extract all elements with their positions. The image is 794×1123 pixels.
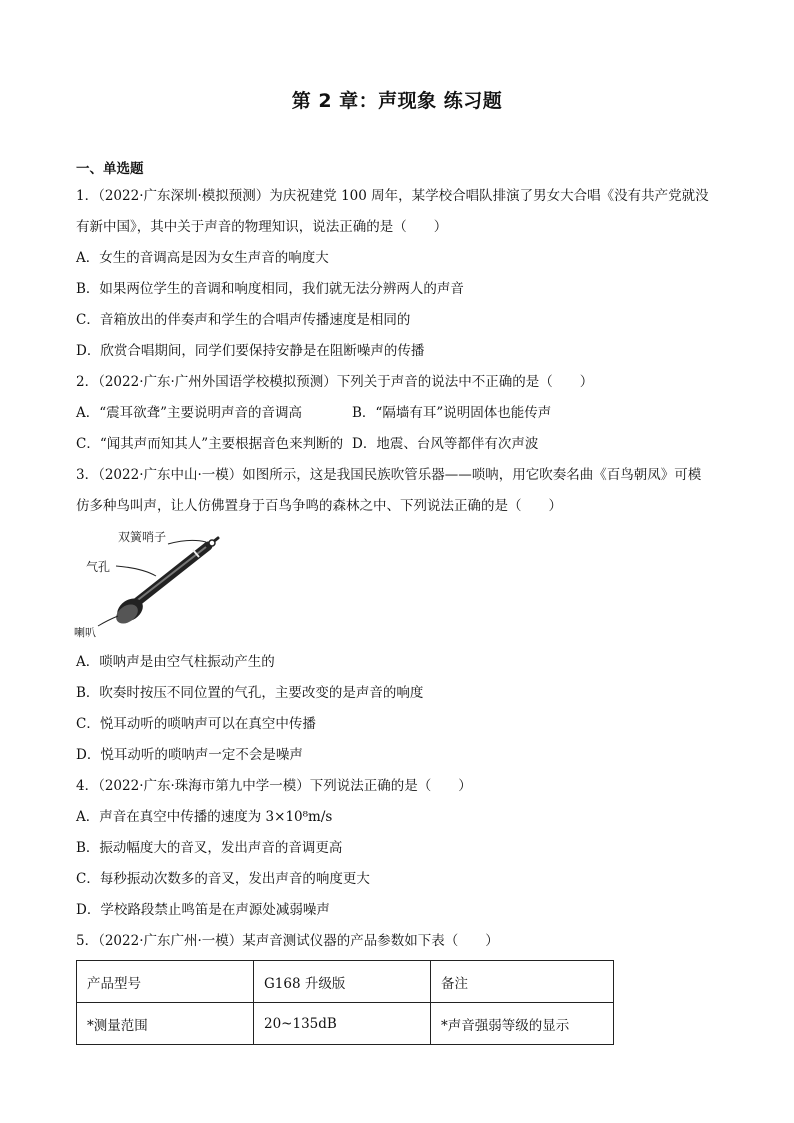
table-cell: *测量范围 <box>77 1003 254 1045</box>
table-cell: 20~135dB <box>254 1003 431 1045</box>
q1-option-c: C．音箱放出的伴奏声和学生的合唱声传播速度是相同的 <box>76 312 411 328</box>
table-cell: 备注 <box>431 961 614 1003</box>
q2-option-b: B．“隔墙有耳”说明固体也能传声 <box>352 405 552 421</box>
q4-option-d: D．学校路段禁止鸣笛是在声源处减弱噪声 <box>76 902 330 918</box>
table-cell: 产品型号 <box>77 961 254 1003</box>
suona-illustration <box>72 528 222 640</box>
q1-stem-line1: 1．（2022·广东深圳·模拟预测）为庆祝建党 100 周年，某学校合唱队排演了男女大合唱《没有共产党就没 <box>76 188 709 204</box>
q3-option-c: C．悦耳动听的唢呐声可以在真空中传播 <box>76 716 316 732</box>
q2-stem: 2．（2022·广东·广州外国语学校模拟预测）下列关于声音的说法中不正确的是（ ） <box>76 374 594 390</box>
q3-stem-line1: 3．（2022·广东中山·一模）如图所示，这是我国民族吹管乐器——唢呐，用它吹奏名曲《百鸟朝凤》可模 <box>76 467 702 483</box>
suona-reed-disc <box>209 540 215 546</box>
q1-option-b: B．如果两位学生的音调和响度相同，我们就无法分辨两人的声音 <box>76 281 464 297</box>
q2-option-d: D．地震、台风等都伴有次声波 <box>352 436 539 452</box>
q4-option-b: B．振动幅度大的音叉，发出声音的音调更高 <box>76 840 343 856</box>
label-reed: 双簧哨子 <box>118 530 167 544</box>
suona-figure <box>72 528 222 640</box>
q1-option-d: D．欣赏合唱期间，同学们要保持安静是在阻断噪声的传播 <box>76 343 425 359</box>
q4-option-c: C．每秒振动次数多的音叉，发出声音的响度更大 <box>76 871 370 887</box>
q2-option-c: C．“闻其声而知其人”主要根据音色来判断的 <box>76 436 344 452</box>
suona-highlight <box>134 547 206 603</box>
bell-pointer <box>98 616 118 626</box>
label-bell: 喇叭 <box>74 626 96 639</box>
table-cell: G168 升级版 <box>254 961 431 1003</box>
table-row <box>77 961 614 1003</box>
q3-option-b: B．吹奏时按压不同位置的气孔，主要改变的是声音的响度 <box>76 685 424 701</box>
q4-stem: 4．（2022·广东·珠海市第九中学一模）下列说法正确的是（ ） <box>76 778 472 794</box>
q3-option-d: D．悦耳动听的唢呐声一定不会是噪声 <box>76 747 303 763</box>
label-hole: 气孔 <box>86 560 111 574</box>
hole-pointer <box>116 566 156 576</box>
q3-stem-line2: 仿多种鸟叫声，让人仿佛置身于百鸟争鸣的森林之中、下列说法正确的是（ ） <box>76 498 562 514</box>
section-heading: 一、单选题 <box>76 161 144 177</box>
q1-stem-line2: 有新中国》，其中关于声音的物理知识，说法正确的是（ ） <box>76 219 448 235</box>
q5-stem: 5．（2022·广东广州·一模）某声音测试仪器的产品参数如下表（ ） <box>76 933 499 949</box>
table-row <box>77 1003 614 1045</box>
page-title: 第 2 章：声现象 练习题 <box>291 90 503 112</box>
table-cell: *声音强弱等级的显示 <box>431 1003 614 1045</box>
reed-pointer <box>168 540 206 544</box>
q3-option-a: A．唢呐声是由空气柱振动产生的 <box>76 654 275 670</box>
spec-table <box>76 960 614 1045</box>
q1-option-a: A．女生的音调高是因为女生声音的响度大 <box>76 250 329 266</box>
q2-option-a: A．“震耳欲聋”主要说明声音的音调高 <box>76 405 303 421</box>
q4-option-a: A．声音在真空中传播的速度为 3×10⁸m/s <box>76 809 333 825</box>
